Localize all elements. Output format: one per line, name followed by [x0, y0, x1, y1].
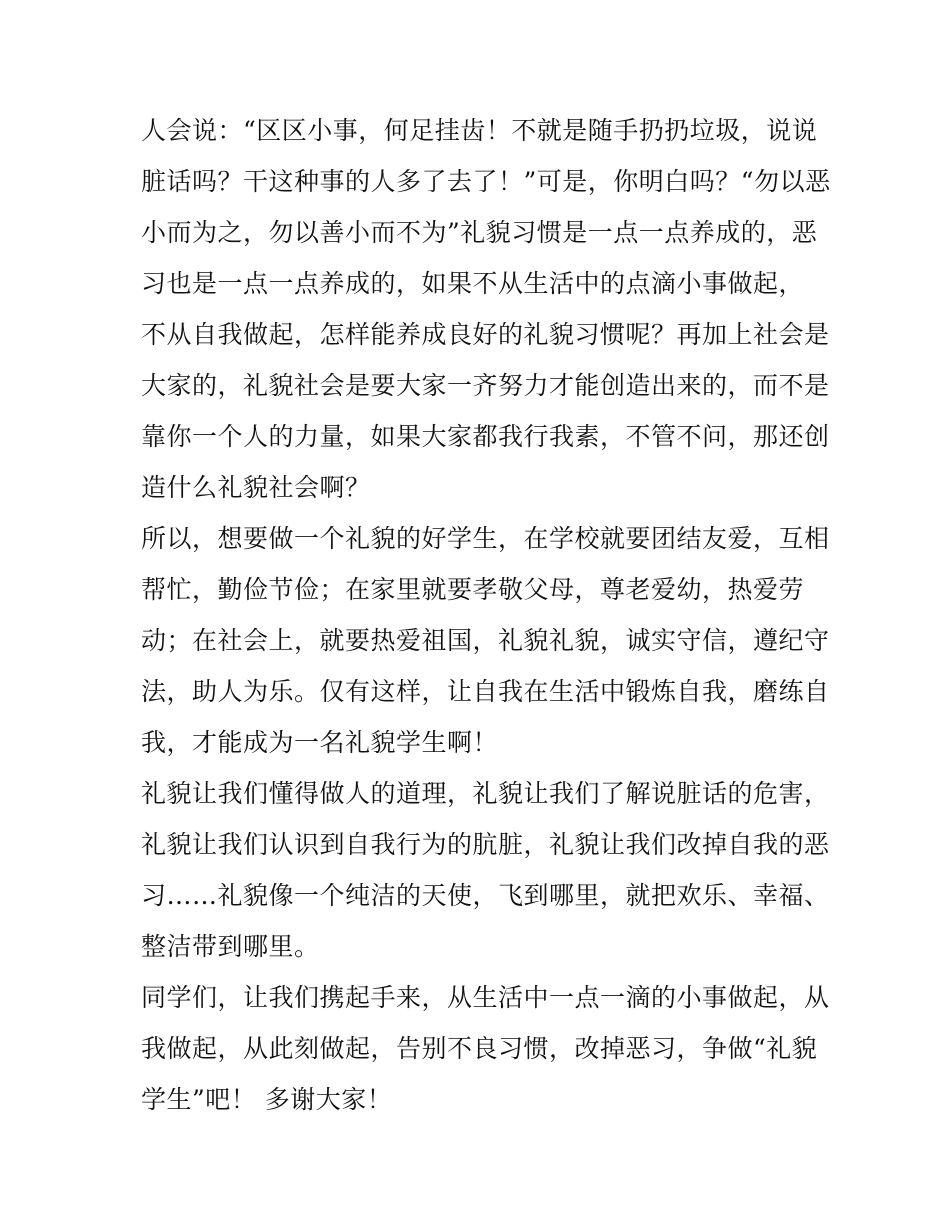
text-line: 所以，想要做一个礼貌的好学生，在学校就要团结友爱，互相 [141, 524, 830, 553]
text-line: 礼貌让我们懂得做人的道理，礼貌让我们了解说脏话的危害， [141, 779, 830, 808]
text-line: 习……礼貌像一个纯洁的天使，飞到哪里，就把欢乐、幸福、 [141, 881, 830, 910]
text-line: 法，助人为乐。仅有这样，让自我在生活中锻炼自我，磨练自 [141, 677, 830, 706]
document-body [141, 105, 831, 1125]
text-line: 小而为之，勿以善小而不为”礼貌习惯是一点一点养成的，恶 [141, 218, 818, 247]
text-line: 脏话吗？干这种事的人多了去了！”可是，你明白吗？“勿以恶 [141, 167, 831, 196]
text-line: 习也是一点一点养成的，如果不从生活中的点滴小事做起， [141, 269, 805, 298]
text-line: 大家的，礼貌社会是要大家一齐努力才能创造出来的，而不是 [141, 371, 830, 400]
text-line: 动；在社会上，就要热爱祖国，礼貌礼貌，诚实守信，遵纪守 [141, 626, 830, 655]
text-line: 我，才能成为一名礼貌学生啊！ [141, 728, 499, 757]
text-line: 我做起，从此刻做起，告别不良习惯，改掉恶习，争做“礼貌 [141, 1034, 818, 1063]
text-line: 学生”吧！ 多谢大家！ [141, 1085, 393, 1114]
text-line: 礼貌让我们认识到自我行为的肮脏，礼貌让我们改掉自我的恶 [141, 830, 830, 859]
text-line: 人会说：“区区小事，何足挂齿！不就是随手扔扔垃圾，说说 [141, 116, 818, 145]
text-line: 帮忙，勤俭节俭；在家里就要孝敬父母，尊老爱幼，热爱劳 [141, 575, 805, 604]
text-line: 靠你一个人的力量，如果大家都我行我素，不管不问，那还创 [141, 422, 830, 451]
text-line: 不从自我做起，怎样能养成良好的礼貌习惯呢？再加上社会是 [141, 320, 830, 349]
text-line: 整洁带到哪里。 [141, 932, 320, 961]
text-line: 造什么礼貌社会啊？ [141, 473, 371, 502]
text-line: 同学们，让我们携起手来，从生活中一点一滴的小事做起，从 [141, 983, 830, 1012]
